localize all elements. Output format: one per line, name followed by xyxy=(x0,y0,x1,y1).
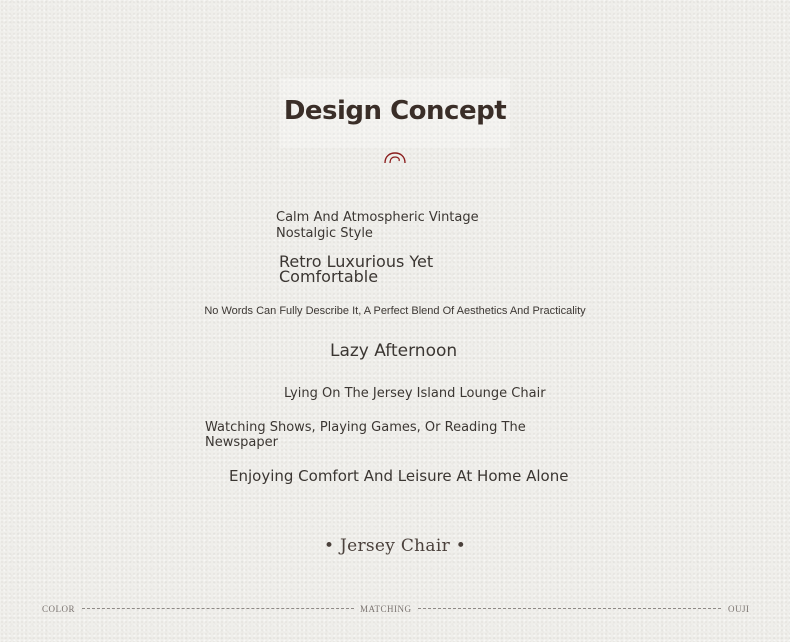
signature: • Jersey Chair • xyxy=(323,536,467,556)
footer-center-label: MATCHING xyxy=(360,604,412,614)
body-line-6b: Newspaper xyxy=(205,435,278,450)
body-line-6 xyxy=(205,420,526,450)
body-line-2b: Comfortable xyxy=(279,267,379,286)
footer-right-label: OUJI xyxy=(728,604,750,614)
body-line-2a: Retro Luxurious Yet xyxy=(279,252,434,271)
footer-left-label: COLOR xyxy=(42,604,76,614)
body-line-5: Lying On The Jersey Island Lounge Chair xyxy=(284,386,546,401)
page-title: Design Concept xyxy=(283,96,507,126)
body-heading-lazy-afternoon: Lazy Afternoon xyxy=(330,341,458,361)
body-line-3: No Words Can Fully Describe It, A Perfect Blend Of Aesthetics And Practicality xyxy=(204,305,586,317)
body-line-1b: Nostalgic Style xyxy=(276,226,373,241)
swirl-ornament-icon xyxy=(383,151,407,163)
body-line-1 xyxy=(276,210,479,242)
footer-divider-left xyxy=(82,608,354,609)
body-line-2 xyxy=(279,254,433,284)
footer-divider-right xyxy=(418,608,721,609)
body-line-6a: Watching Shows, Playing Games, Or Reading The xyxy=(205,420,526,435)
body-line-1a: Calm And Atmospheric Vintage xyxy=(276,210,479,225)
body-line-7: Enjoying Comfort And Leisure At Home Alone xyxy=(229,467,569,485)
